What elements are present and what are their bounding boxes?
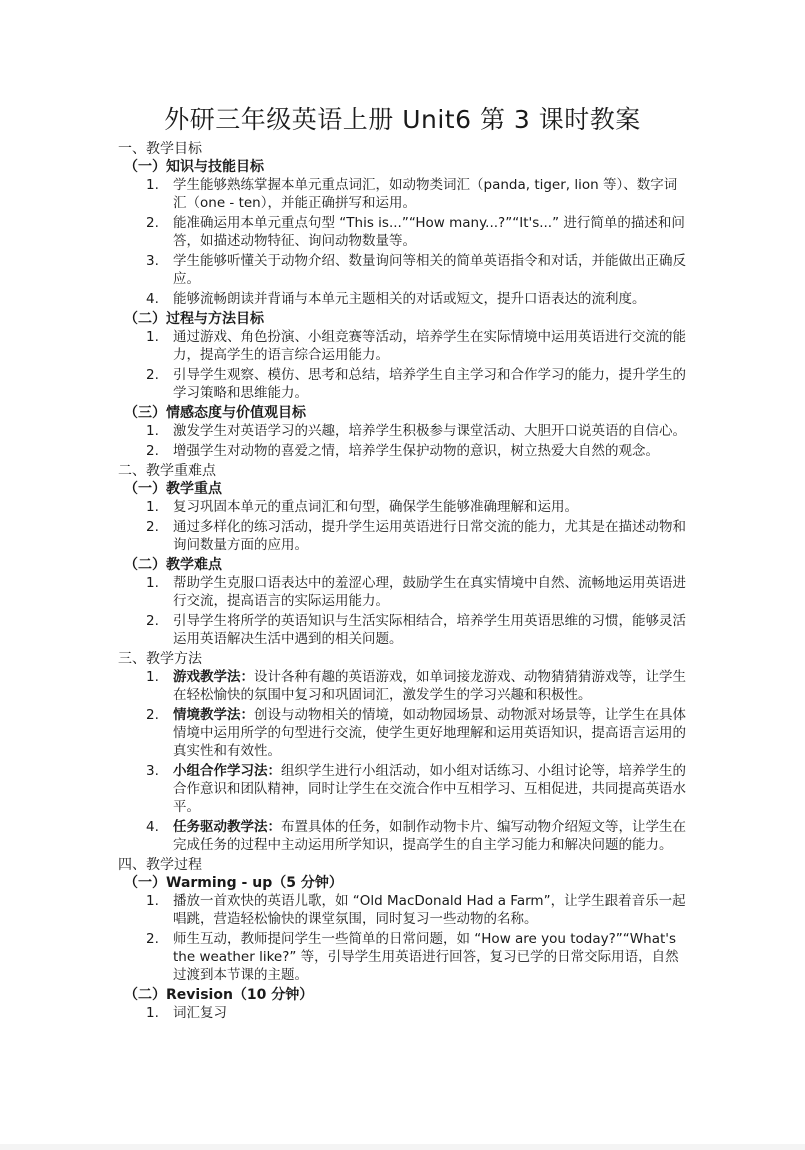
list-number: 1.: [146, 1005, 159, 1021]
list-number: 2.: [146, 519, 159, 535]
list-item-text: 增强学生对动物的喜爱之情，培养学生保护动物的意识，树立热爱大自然的观念。: [173, 443, 659, 459]
list-item: [118, 612, 687, 648]
list-item: [118, 668, 687, 704]
numbered-list: [118, 422, 687, 460]
method-label: 游戏教学法：: [173, 669, 254, 685]
method-label: 情境教学法：: [173, 707, 254, 723]
list-item: [118, 818, 687, 854]
list-number: 2.: [146, 367, 159, 383]
method-label: 任务驱动教学法：: [173, 819, 281, 835]
list-number: 3.: [146, 763, 159, 779]
subsection-title: （二）Revision（10 分钟）: [124, 987, 314, 1003]
subsection-heading: [124, 310, 687, 328]
list-item-text: 复习巩固本单元的重点词汇和句型，确保学生能够准确理解和运用。: [173, 499, 578, 515]
list-number: 1.: [146, 177, 159, 193]
list-item-text: 词汇复习: [173, 1005, 227, 1021]
list-item: [118, 252, 687, 288]
list-item: [118, 176, 687, 212]
list-number: 2.: [146, 215, 159, 231]
numbered-list: [118, 328, 687, 402]
list-item-text: 帮助学生克服口语表达中的羞涩心理，鼓励学生在真实情境中自然、流畅地运用英语进行交流，提高语言的实际运用能力。: [173, 575, 686, 609]
list-number: 4.: [146, 819, 159, 835]
list-item: [118, 762, 687, 816]
list-item-text: 组织学生进行小组活动，如小组对话练习、小组讨论等，培养学生的合作意识和团队精神，同时让学生在交流合作中互相学习、互相促进，共同提高英语水平。: [173, 763, 686, 815]
list-number: 1.: [146, 893, 159, 909]
list-item-text: 师生互动，教师提问学生一些简单的日常问题，如 “How are you today?”“What's the weather like?” 等，引导学生用英语进行回答，复习已学的日常交际用语，自然过渡到本节课的主题。: [173, 931, 679, 983]
list-item: [118, 214, 687, 250]
list-item: [118, 422, 687, 440]
subsection-heading: [124, 480, 687, 498]
subsection-title: （三）情感态度与价值观目标: [124, 405, 306, 421]
list-item: [118, 930, 687, 984]
list-number: 1.: [146, 423, 159, 439]
subsection-heading: [124, 874, 687, 892]
list-number: 2.: [146, 613, 159, 629]
method-label: 小组合作学习法：: [173, 763, 281, 779]
list-item: [118, 892, 687, 928]
subsection-title: （二）教学难点: [124, 557, 222, 573]
list-item: [118, 442, 687, 460]
subsection-title: （一）知识与技能目标: [124, 159, 264, 175]
list-item: [118, 1004, 687, 1022]
list-item-text: 通过多样化的练习活动，提升学生运用英语进行日常交流的能力，尤其是在描述动物和询问数量方面的应用。: [173, 519, 686, 553]
list-item-text: 引导学生将所学的英语知识与生活实际相结合，培养学生用英语思维的习惯，能够灵活运用英语解决生活中遇到的相关问题。: [173, 613, 686, 647]
list-number: 1.: [146, 329, 159, 345]
subsection-heading: [124, 404, 687, 422]
numbered-list: [118, 1004, 687, 1022]
page-footer-band: [0, 1144, 805, 1150]
list-item-text: 学生能够听懂关于动物介绍、数量询问等相关的简单英语指令和对话，并能做出正确反应。: [173, 253, 686, 287]
section-heading-objectives: 一、教学目标: [118, 141, 202, 157]
subsection-heading: [124, 986, 687, 1004]
document-title: 外研三年级英语上册 Unit6 第 3 课时教案: [164, 105, 641, 134]
numbered-list: [118, 668, 687, 854]
list-item-text: 布置具体的任务，如制作动物卡片、编写动物介绍短文等，让学生在完成任务的过程中主动运用所学知识，提高学生的自主学习能力和解决问题的能力。: [173, 819, 686, 853]
list-number: 1.: [146, 669, 159, 685]
list-number: 2.: [146, 931, 159, 947]
list-item-text: 设计各种有趣的英语游戏，如单词接龙游戏、动物猜猜猜游戏等，让学生在轻松愉快的氛围中复习和巩固词汇，激发学生的学习兴趣和积极性。: [173, 669, 686, 703]
section-heading-key-points: 二、教学重难点: [118, 463, 216, 479]
list-item-text: 创设与动物相关的情境，如动物园场景、动物派对场景等，让学生在具体情境中运用所学的句型进行交流，使学生更好地理解和运用英语知识，提高语言运用的真实性和有效性。: [173, 707, 686, 759]
subsection-title: （二）过程与方法目标: [124, 311, 264, 327]
list-item: [118, 366, 687, 402]
subsection-title: （一）教学重点: [124, 481, 222, 497]
section-heading-process: 四、教学过程: [118, 857, 202, 873]
list-item-text: 通过游戏、角色扮演、小组竞赛等活动，培养学生在实际情境中运用英语进行交流的能力，提高学生的语言综合运用能力。: [173, 329, 686, 363]
list-number: 4.: [146, 291, 159, 307]
list-item-text: 播放一首欢快的英语儿歌，如 “Old MacDonald Had a Farm”，让学生跟着音乐一起唱跳，营造轻松愉快的课堂氛围，同时复习一些动物的名称。: [173, 893, 686, 927]
list-number: 3.: [146, 253, 159, 269]
numbered-list: [118, 892, 687, 984]
list-item-text: 能准确运用本单元重点句型 “This is...”“How many...?”“It's...” 进行简单的描述和问答，如描述动物特征、询问动物数量等。: [173, 215, 685, 249]
list-item: [118, 574, 687, 610]
numbered-list: [118, 498, 687, 554]
list-item-text: 引导学生观察、模仿、思考和总结，培养学生自主学习和合作学习的能力，提升学生的学习策略和思维能力。: [173, 367, 686, 401]
list-number: 1.: [146, 575, 159, 591]
list-item: [118, 498, 687, 516]
list-item: [118, 706, 687, 760]
subsection-heading: [124, 556, 687, 574]
numbered-list: [118, 176, 687, 308]
list-number: 1.: [146, 499, 159, 515]
subsection-title: （一）Warming - up（5 分钟）: [124, 875, 343, 891]
list-number: 2.: [146, 443, 159, 459]
list-item: [118, 518, 687, 554]
section-heading-methods: 三、教学方法: [118, 651, 202, 667]
subsection-heading: [124, 158, 687, 176]
list-item: [118, 290, 687, 308]
list-item-text: 学生能够熟练掌握本单元重点词汇，如动物类词汇（panda, tiger, lion 等）、数字词汇（one - ten），并能正确拼写和运用。: [173, 177, 678, 211]
list-item: [118, 328, 687, 364]
list-number: 2.: [146, 707, 159, 723]
list-item-text: 激发学生对英语学习的兴趣，培养学生积极参与课堂活动、大胆开口说英语的自信心。: [173, 423, 686, 439]
list-item-text: 能够流畅朗读并背诵与本单元主题相关的对话或短文，提升口语表达的流利度。: [173, 291, 646, 307]
numbered-list: [118, 574, 687, 648]
